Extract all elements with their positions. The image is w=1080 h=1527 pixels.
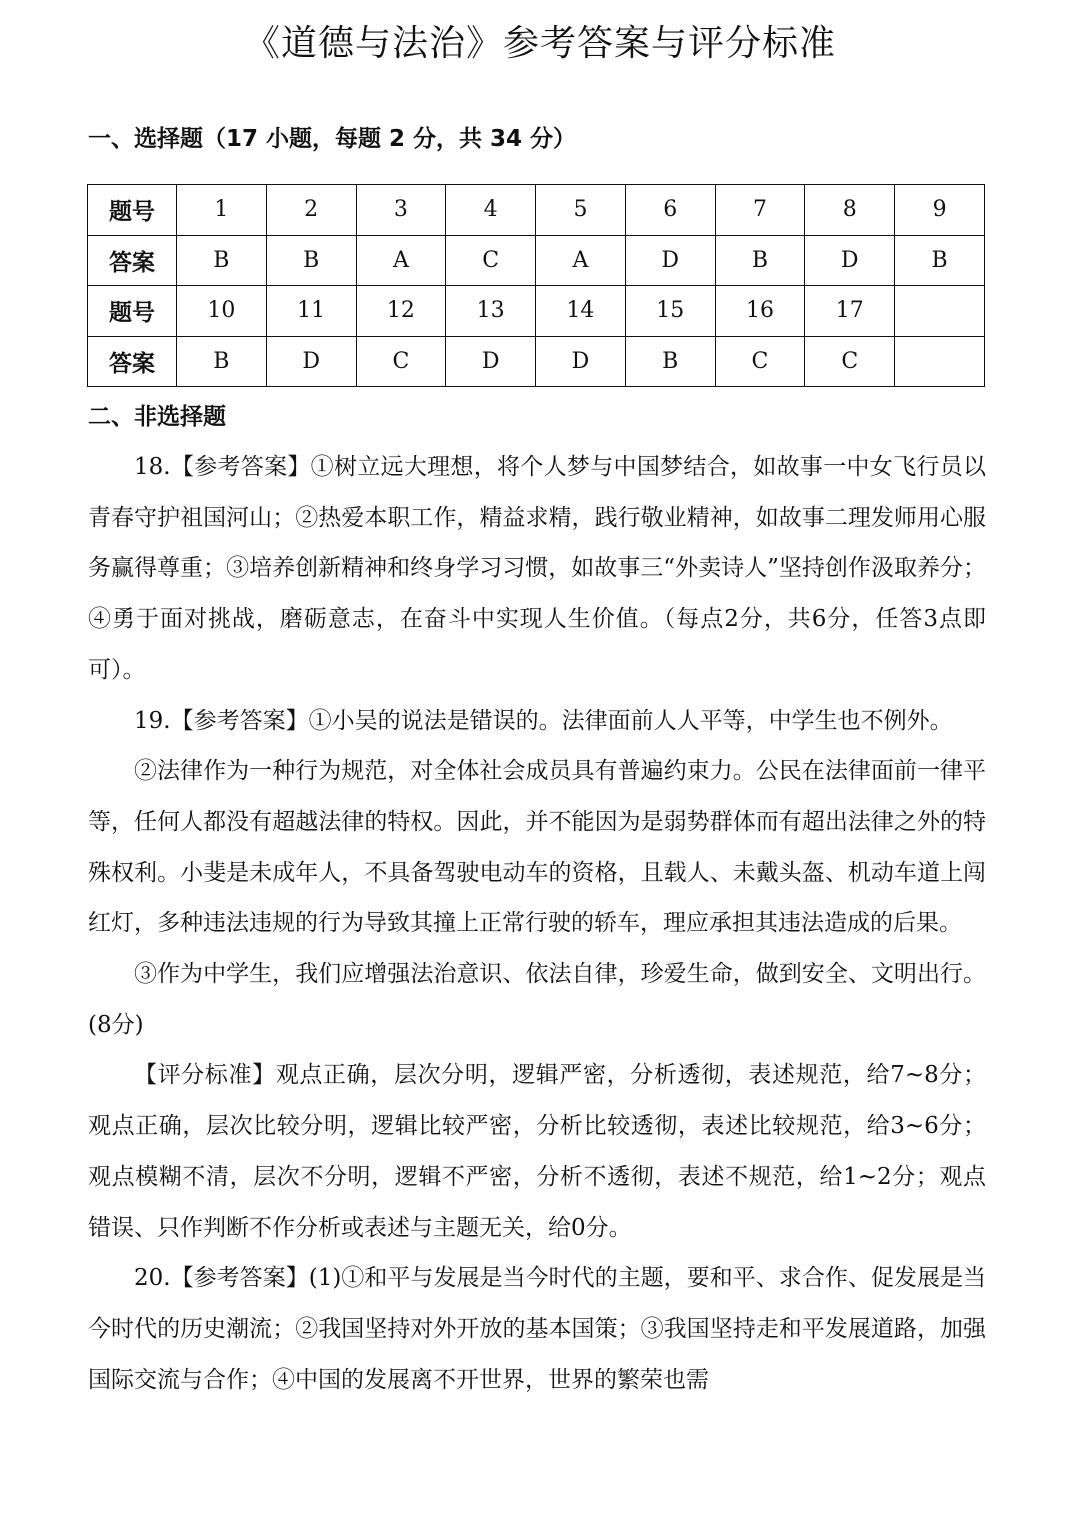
- table-cell: 1: [177, 185, 267, 236]
- paragraph: ②法律作为一种行为规范，对全体社会成员具有普遍约束力。公民在法律面前一律平等，任何人都没有超越法律的特权。因此，并不能因为是弱势群体而有超出法律之外的特殊权利。小斐是未成年人，不具备驾驶电动车的资格，且载人、未戴头盔、机动车道上闯红灯，多种违法违规的行为导致其撞上正常行驶的轿车，理应承担其违法造成的后果。: [88, 758, 986, 937]
- row-header: 题号: [88, 185, 177, 236]
- table-cell: 17: [805, 286, 895, 337]
- page-title: 《道德与法治》参考答案与评分标准: [243, 23, 836, 64]
- table-cell: 5: [536, 185, 626, 236]
- table-cell: 6: [625, 185, 715, 236]
- table-cell: A: [356, 235, 446, 286]
- table-cell: B: [715, 235, 805, 286]
- table-cell: B: [625, 336, 715, 387]
- table-cell: 3: [356, 185, 446, 236]
- paragraph: 19.【参考答案】①小吴的说法是错误的。法律面前人人平等，中学生也不例外。: [134, 707, 953, 734]
- section-1-heading: 一、选择题（17 小题，每题 2 分，共 34 分）: [88, 126, 577, 152]
- table-cell: C: [356, 336, 446, 387]
- section-2-body: [88, 442, 986, 1405]
- table-row: [88, 235, 985, 286]
- paragraph: 【评分标准】观点正确，层次分明，逻辑严密，分析透彻，表述规范，给7~8分；观点正确，层次比较分明，逻辑比较严密，分析比较透彻，表述比较规范，给3~6分；观点模糊不清，层次不分明，逻辑不严密，分析不透彻，表述不规范，给1~2分；观点错误、只作判断不作分析或表述与主题无关，给0分。: [88, 1062, 986, 1241]
- table-cell: B: [177, 235, 267, 286]
- paragraph: 18.【参考答案】①树立远大理想，将个人梦与中国梦结合，如故事一中女飞行员以青春守护祖国河山；②热爱本职工作，精益求精，践行敬业精神，如故事二理发师用心服务赢得尊重；③培养创新精神和终身学习习惯，如故事三“外卖诗人”坚持创作汲取养分；④勇于面对挑战，磨砺意志，在奋斗中实现人生价值。（每点2分，共6分，任答3点即可）。: [88, 454, 986, 683]
- table-cell: [895, 336, 985, 387]
- paragraph: ③作为中学生，我们应增强法治意识、依法自律，珍爱生命，做到安全、文明出行。(8分): [88, 961, 986, 1038]
- answer-table-body: [88, 185, 985, 387]
- table-cell: 2: [266, 185, 356, 236]
- table-row: [88, 185, 985, 236]
- paragraph: 20.【参考答案】(1)①和平与发展是当今时代的主题，要和平、求合作、促发展是当今时代的历史潮流；②我国坚持对外开放的基本国策；③我国坚持走和平发展道路，加强国际交流与合作；④中国的发展离不开世界，世界的繁荣也需: [88, 1265, 986, 1393]
- table-cell: 16: [715, 286, 805, 337]
- table-row: [88, 286, 985, 337]
- section-2-heading: 二、非选择题: [88, 404, 226, 430]
- table-cell: B: [177, 336, 267, 387]
- table-cell: 12: [356, 286, 446, 337]
- answer-table: [87, 184, 985, 387]
- row-header: 题号: [88, 286, 177, 337]
- table-cell: 11: [266, 286, 356, 337]
- table-cell: 13: [446, 286, 536, 337]
- table-cell: C: [446, 235, 536, 286]
- table-row: [88, 336, 985, 387]
- table-cell: 10: [177, 286, 267, 337]
- table-cell: 14: [536, 286, 626, 337]
- table-cell: C: [805, 336, 895, 387]
- table-cell: A: [536, 235, 626, 286]
- table-cell: [895, 286, 985, 337]
- table-cell: 8: [805, 185, 895, 236]
- table-cell: D: [536, 336, 626, 387]
- table-cell: B: [266, 235, 356, 286]
- table-cell: D: [805, 235, 895, 286]
- table-cell: 9: [895, 185, 985, 236]
- table-cell: D: [266, 336, 356, 387]
- table-cell: 7: [715, 185, 805, 236]
- table-cell: 4: [446, 185, 536, 236]
- table-cell: D: [446, 336, 536, 387]
- table-cell: D: [625, 235, 715, 286]
- row-header: 答案: [88, 336, 177, 387]
- table-cell: C: [715, 336, 805, 387]
- table-cell: B: [895, 235, 985, 286]
- table-cell: 15: [625, 286, 715, 337]
- row-header: 答案: [88, 235, 177, 286]
